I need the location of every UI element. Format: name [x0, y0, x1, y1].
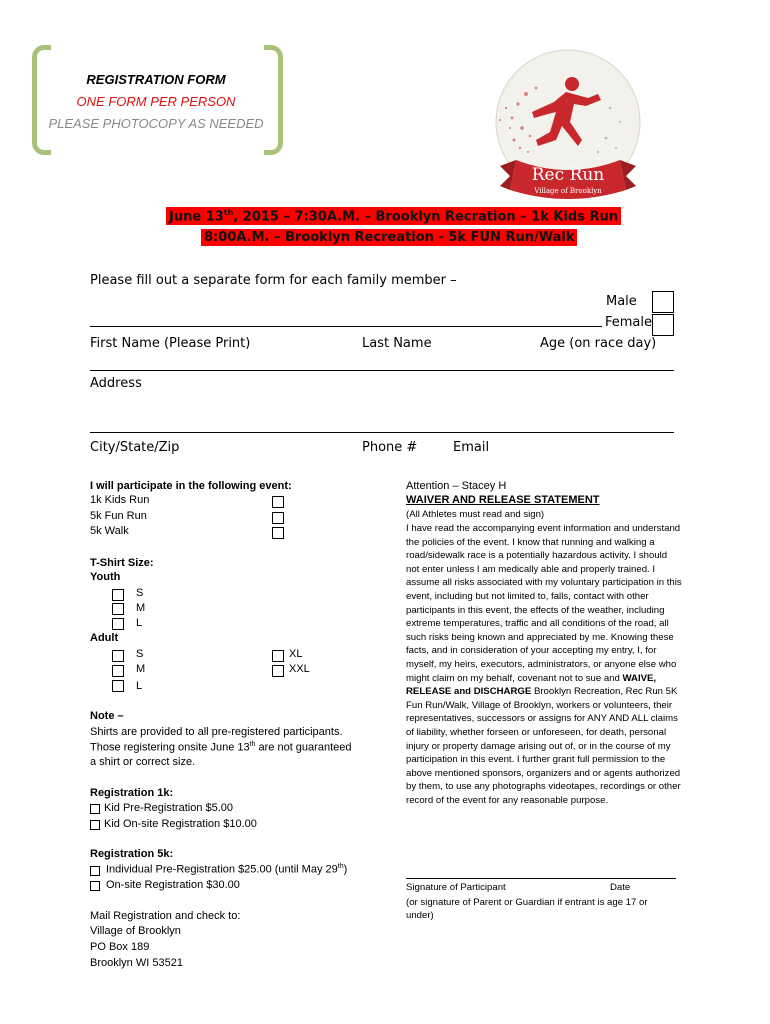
age-label: Age (on race day): [540, 336, 657, 351]
first-name-label: First Name (Please Print): [90, 336, 251, 351]
event-1k-label: 1k Kids Run: [90, 494, 150, 506]
signature-label: Signature of Participant: [406, 882, 506, 893]
adult-label: Adult: [90, 632, 119, 644]
city-line[interactable]: [90, 432, 674, 433]
event-1k-checkbox[interactable]: [272, 496, 284, 508]
mail-line1: Mail Registration and check to:: [90, 910, 241, 922]
address-line[interactable]: [90, 370, 674, 371]
male-checkbox[interactable]: [652, 291, 674, 313]
reg-1k-pre-checkbox[interactable]: [90, 804, 100, 814]
adult-s-checkbox[interactable]: [112, 650, 124, 662]
form-intro: Please fill out a separate form for each family member –: [90, 273, 457, 288]
date-label: Date: [610, 882, 631, 893]
rec-run-logo: [470, 48, 666, 214]
youth-l-checkbox[interactable]: [112, 618, 124, 630]
reg-5k-heading: Registration 5k:: [90, 848, 174, 860]
mail-line4: Brooklyn WI 53521: [90, 957, 183, 969]
reg-5k-pre-checkbox[interactable]: [90, 866, 100, 876]
adult-l-label: L: [136, 680, 143, 692]
reg-1k-pre-label: Kid Pre-Registration $5.00: [104, 802, 234, 814]
female-label: Female: [605, 315, 653, 330]
event-5k-walk-label: 5k Walk: [90, 525, 129, 537]
note-line1: Shirts are provided to all pre-registered participants.: [90, 726, 343, 738]
form-title: REGISTRATION FORM: [86, 72, 226, 87]
logo-title: Rec Run: [531, 165, 605, 185]
photocopy-note: PLEASE PHOTOCOPY AS NEEDED: [48, 116, 264, 131]
events-heading: I will participate in the following event:: [90, 480, 292, 492]
adult-s-label: S: [136, 648, 144, 660]
email-label: Email: [453, 440, 490, 455]
logo-subtitle: Village of Brooklyn: [534, 187, 602, 195]
last-name-label: Last Name: [362, 336, 432, 351]
form-subtitle: ONE FORM PER PERSON: [76, 94, 236, 109]
youth-l-label: L: [136, 617, 143, 629]
waiver-subtitle: (All Athletes must read and sign): [406, 509, 545, 520]
adult-xxl-label: XXL: [289, 663, 310, 675]
event-banner-line1: June 13th, 2015 – 7:30A.M. – Brooklyn Recration – 1k Kids Run: [166, 207, 621, 225]
event-5k-walk-checkbox[interactable]: [272, 527, 284, 539]
waiver-attention: Attention – Stacey H: [406, 480, 507, 492]
adult-xl-label: XL: [289, 648, 303, 660]
youth-m-label: M: [136, 602, 146, 614]
address-label: Address: [90, 376, 142, 391]
adult-m-label: M: [136, 663, 146, 675]
reg-5k-onsite-checkbox[interactable]: [90, 881, 100, 891]
reg-5k-pre-label: Individual Pre-Registration $25.00 (until May 29th): [106, 863, 348, 876]
youth-m-checkbox[interactable]: [112, 603, 124, 615]
waiver-title: WAIVER AND RELEASE STATEMENT: [406, 494, 600, 506]
name-line[interactable]: [90, 326, 602, 327]
mail-line2: Village of Brooklyn: [90, 925, 181, 937]
mail-line3: PO Box 189: [90, 941, 150, 953]
event-5k-run-checkbox[interactable]: [272, 512, 284, 524]
reg-5k-onsite-label: On-site Registration $30.00: [106, 879, 240, 891]
waiver-body: I have read the accompanying event information and understand the policies of the event. I know that running and walking a road/sidewalk race is a potentially hazardous activity. I should not enter unless I am medically able and properly trained. I assume all risks associated with my voluntary participation in this event, including but not limited to, falls, contact with other participants in this event, the effects of the weather, including extreme temperatures, traffic and all conditions of the road, all such risks being known and appreciated by me. Knowing these facts, and in consideration of your accepting my entry, I, for myself, my heirs, executors, administrators, or anyone else who might claim on my behalf, covenant not to sue and WAIVE, RELEASE and DISCHARGE Brooklyn Recreation, Rec Run 5K Fun Run/Walk, Village of Brooklyn, workers or volunteers, their representatives, successors or assigns for ANY AND ALL claims of liability, whether forseen or unforeseen, for death, personal injury or property damage arising out of, or in the course of my participation in this event. I further grant full permission to the above mentioned sponsors, organizers and or agents authorized by them, to use any photographs videotapes, recordings or other record of the event for any reasonable purpose.: [406, 523, 682, 806]
adult-xxl-checkbox[interactable]: [272, 665, 284, 677]
youth-label: Youth: [90, 571, 121, 583]
youth-s-checkbox[interactable]: [112, 589, 124, 601]
phone-label: Phone #: [362, 440, 418, 455]
adult-l-checkbox[interactable]: [112, 680, 124, 692]
reg-1k-onsite-label: Kid On-site Registration $10.00: [104, 818, 257, 830]
guardian-note: (or signature of Parent or Guardian if entrant is age 17 or under): [406, 897, 648, 921]
signature-line[interactable]: [406, 878, 676, 879]
male-label: Male: [606, 294, 637, 309]
reg-1k-heading: Registration 1k:: [90, 787, 174, 799]
youth-s-label: S: [136, 587, 144, 599]
reg-1k-onsite-checkbox[interactable]: [90, 820, 100, 830]
note-line2: Those registering onsite June 13th are not guaranteed: [90, 741, 352, 754]
event-banner-line2: 8:00A.M. – Brooklyn Recreation - 5k FUN Run/Walk: [201, 229, 577, 246]
adult-m-checkbox[interactable]: [112, 665, 124, 677]
note-heading: Note –: [90, 710, 124, 722]
adult-xl-checkbox[interactable]: [272, 650, 284, 662]
city-label: City/State/Zip: [90, 440, 180, 455]
event-5k-run-label: 5k Fun Run: [90, 510, 147, 522]
note-line3: a shirt or correct size.: [90, 756, 196, 768]
female-checkbox[interactable]: [652, 314, 674, 336]
tshirt-heading: T-Shirt Size:: [90, 557, 154, 569]
